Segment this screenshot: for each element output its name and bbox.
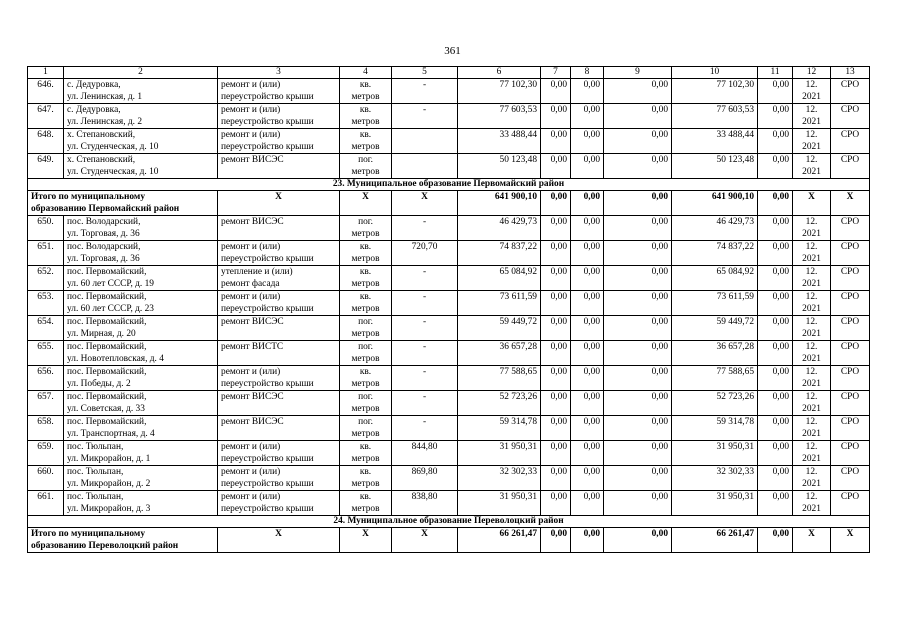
cost-c10-cell: 50 123,48	[672, 154, 758, 179]
cost-c10-cell: 32 302,33	[672, 466, 758, 491]
cost-c11-cell: 0,00	[758, 366, 793, 391]
address-cell: пос. Первомайский, ул. Советская, д. 33	[64, 391, 218, 416]
cost-c10-cell: 77 603,53	[672, 104, 758, 129]
cost-c8-cell: 0,00	[571, 491, 604, 516]
total-x-cell: Х	[392, 191, 458, 216]
method-cell: СРО	[831, 291, 870, 316]
work-type-cell: ремонт ВИСЭС	[218, 316, 340, 341]
address-cell: х. Степановский, ул. Студенческая, д. 10	[64, 154, 218, 179]
method-cell: СРО	[831, 129, 870, 154]
unit-cell: кв. метров	[340, 466, 392, 491]
total-cost-cell: 46 429,73	[458, 216, 541, 241]
total-cost-cell: 73 611,59	[458, 291, 541, 316]
volume-cell: -	[392, 291, 458, 316]
total-cost-cell: 36 657,28	[458, 341, 541, 366]
total-c11: 0,00	[758, 191, 793, 216]
table-row	[28, 466, 870, 491]
total-c9: 0,00	[604, 528, 672, 553]
unit-cell: пог. метров	[340, 416, 392, 441]
cost-c10-cell: 31 950,31	[672, 441, 758, 466]
column-number: 13	[831, 67, 870, 79]
row-number: 660.	[28, 466, 64, 491]
work-type-cell: ремонт ВИСЭС	[218, 416, 340, 441]
table-row	[28, 104, 870, 129]
volume-cell: -	[392, 216, 458, 241]
unit-cell: пог. метров	[340, 316, 392, 341]
unit-cell: кв. метров	[340, 129, 392, 154]
column-number: 10	[672, 67, 758, 79]
total-x-cell: Х	[392, 528, 458, 553]
cost-c7-cell: 0,00	[541, 416, 571, 441]
cost-c8-cell: 0,00	[571, 366, 604, 391]
row-number: 654.	[28, 316, 64, 341]
page-number: 361	[444, 45, 461, 57]
cost-c10-cell: 74 837,22	[672, 241, 758, 266]
address-cell: пос. Тюльпан, ул. Микрорайон, д. 1	[64, 441, 218, 466]
column-number: 3	[218, 67, 340, 79]
method-cell: СРО	[831, 466, 870, 491]
total-c7: 0,00	[541, 528, 571, 553]
method-cell: СРО	[831, 216, 870, 241]
cost-c7-cell: 0,00	[541, 154, 571, 179]
volume-cell: 869,80	[392, 466, 458, 491]
address-cell: пос. Первомайский, ул. Транспортная, д. 4	[64, 416, 218, 441]
table-row	[28, 291, 870, 316]
work-type-cell: ремонт и (или) переустройство крыши	[218, 129, 340, 154]
cost-c9-cell: 0,00	[604, 466, 672, 491]
deadline-cell: 12. 2021	[793, 216, 831, 241]
cost-c9-cell: 0,00	[604, 491, 672, 516]
row-number: 652.	[28, 266, 64, 291]
total-cost-cell: 31 950,31	[458, 441, 541, 466]
row-number: 651.	[28, 241, 64, 266]
municipality-total-row	[28, 528, 870, 553]
cost-c9-cell: 0,00	[604, 316, 672, 341]
total-x-cell: Х	[793, 191, 831, 216]
total-x-cell: Х	[218, 191, 340, 216]
deadline-cell: 12. 2021	[793, 129, 831, 154]
volume-cell: -	[392, 391, 458, 416]
cost-c11-cell: 0,00	[758, 491, 793, 516]
cost-c11-cell: 0,00	[758, 79, 793, 104]
unit-cell: кв. метров	[340, 241, 392, 266]
total-x-cell: Х	[793, 528, 831, 553]
total-c7: 0,00	[541, 191, 571, 216]
table-row	[28, 216, 870, 241]
cost-c8-cell: 0,00	[571, 291, 604, 316]
total-cost-cell: 32 302,33	[458, 466, 541, 491]
column-number: 2	[64, 67, 218, 79]
column-number: 4	[340, 67, 392, 79]
cost-c9-cell: 0,00	[604, 154, 672, 179]
total-x-cell: Х	[218, 528, 340, 553]
total-cost-cell: 77 588,65	[458, 366, 541, 391]
cost-c9-cell: 0,00	[604, 391, 672, 416]
cost-c11-cell: 0,00	[758, 291, 793, 316]
volume-cell: -	[392, 104, 458, 129]
table-row	[28, 79, 870, 104]
row-number: 659.	[28, 441, 64, 466]
volume-cell: 720,70	[392, 241, 458, 266]
cost-c8-cell: 0,00	[571, 216, 604, 241]
column-number: 11	[758, 67, 793, 79]
cost-c7-cell: 0,00	[541, 366, 571, 391]
volume-cell: -	[392, 316, 458, 341]
cost-c7-cell: 0,00	[541, 316, 571, 341]
cost-c8-cell: 0,00	[571, 341, 604, 366]
address-cell: с. Дедуровка, ул. Ленинская, д. 1	[64, 79, 218, 104]
unit-cell: кв. метров	[340, 266, 392, 291]
method-cell: СРО	[831, 341, 870, 366]
cost-c9-cell: 0,00	[604, 441, 672, 466]
total-x-cell: Х	[340, 528, 392, 553]
cost-c11-cell: 0,00	[758, 341, 793, 366]
cost-c10-cell: 46 429,73	[672, 216, 758, 241]
method-cell: СРО	[831, 391, 870, 416]
cost-c9-cell: 0,00	[604, 79, 672, 104]
column-number: 1	[28, 67, 64, 79]
total-cost-cell: 77 603,53	[458, 104, 541, 129]
unit-cell: кв. метров	[340, 79, 392, 104]
table-row	[28, 316, 870, 341]
total-c10: 66 261,47	[672, 528, 758, 553]
total-c10: 641 900,10	[672, 191, 758, 216]
total-cost: 66 261,47	[458, 528, 541, 553]
cost-c8-cell: 0,00	[571, 79, 604, 104]
table-row	[28, 366, 870, 391]
table-row	[28, 241, 870, 266]
table-row	[28, 441, 870, 466]
row-number: 648.	[28, 129, 64, 154]
cost-c9-cell: 0,00	[604, 341, 672, 366]
total-x-cell: Х	[831, 528, 870, 553]
cost-c10-cell: 31 950,31	[672, 491, 758, 516]
cost-c11-cell: 0,00	[758, 416, 793, 441]
address-cell: х. Степановский, ул. Студенческая, д. 10	[64, 129, 218, 154]
unit-cell: пог. метров	[340, 154, 392, 179]
total-cost-cell: 74 837,22	[458, 241, 541, 266]
total-cost-cell: 59 449,72	[458, 316, 541, 341]
cost-c9-cell: 0,00	[604, 366, 672, 391]
total-cost-cell: 65 084,92	[458, 266, 541, 291]
method-cell: СРО	[831, 79, 870, 104]
method-cell: СРО	[831, 316, 870, 341]
row-number: 655.	[28, 341, 64, 366]
section-heading-24	[28, 516, 870, 528]
cost-c11-cell: 0,00	[758, 266, 793, 291]
volume-cell: -	[392, 341, 458, 366]
cost-c7-cell: 0,00	[541, 241, 571, 266]
cost-c10-cell: 59 314,78	[672, 416, 758, 441]
column-number: 9	[604, 67, 672, 79]
table-row	[28, 416, 870, 441]
unit-cell: пог. метров	[340, 216, 392, 241]
deadline-cell: 12. 2021	[793, 79, 831, 104]
deadline-cell: 12. 2021	[793, 154, 831, 179]
cost-c10-cell: 36 657,28	[672, 341, 758, 366]
cost-c7-cell: 0,00	[541, 466, 571, 491]
work-type-cell: ремонт и (или) переустройство крыши	[218, 366, 340, 391]
cost-c9-cell: 0,00	[604, 216, 672, 241]
method-cell: СРО	[831, 441, 870, 466]
total-cost-cell: 50 123,48	[458, 154, 541, 179]
cost-c8-cell: 0,00	[571, 104, 604, 129]
work-type-cell: ремонт и (или) переустройство крыши	[218, 491, 340, 516]
cost-c10-cell: 65 084,92	[672, 266, 758, 291]
volume-cell: -	[392, 79, 458, 104]
cost-c8-cell: 0,00	[571, 391, 604, 416]
row-number: 661.	[28, 491, 64, 516]
cost-c10-cell: 73 611,59	[672, 291, 758, 316]
work-type-cell: ремонт ВИСТС	[218, 341, 340, 366]
cost-c8-cell: 0,00	[571, 441, 604, 466]
work-type-cell: ремонт и (или) переустройство крыши	[218, 466, 340, 491]
cost-c7-cell: 0,00	[541, 341, 571, 366]
table-row	[28, 391, 870, 416]
cost-c9-cell: 0,00	[604, 416, 672, 441]
cost-c9-cell: 0,00	[604, 129, 672, 154]
method-cell: СРО	[831, 416, 870, 441]
cost-c10-cell: 33 488,44	[672, 129, 758, 154]
volume-cell	[392, 154, 458, 179]
row-number: 649.	[28, 154, 64, 179]
cost-c8-cell: 0,00	[571, 316, 604, 341]
deadline-cell: 12. 2021	[793, 266, 831, 291]
cost-c11-cell: 0,00	[758, 154, 793, 179]
cost-c10-cell: 77 102,30	[672, 79, 758, 104]
deadline-cell: 12. 2021	[793, 466, 831, 491]
total-label: Итого по муниципальному образованию Первомайский район	[28, 191, 218, 216]
volume-cell: 838,80	[392, 491, 458, 516]
cost-c11-cell: 0,00	[758, 129, 793, 154]
method-cell: СРО	[831, 491, 870, 516]
cost-c7-cell: 0,00	[541, 266, 571, 291]
cost-c8-cell: 0,00	[571, 154, 604, 179]
total-label: Итого по муниципальному образованию Переволоцкий район	[28, 528, 218, 553]
total-c8: 0,00	[571, 191, 604, 216]
cost-c9-cell: 0,00	[604, 241, 672, 266]
method-cell: СРО	[831, 241, 870, 266]
total-c11: 0,00	[758, 528, 793, 553]
section-title: 23. Муниципальное образование Первомайский район	[28, 179, 870, 191]
row-number: 647.	[28, 104, 64, 129]
work-type-cell: ремонт ВИСЭС	[218, 391, 340, 416]
cost-c9-cell: 0,00	[604, 291, 672, 316]
table-row	[28, 266, 870, 291]
total-c9: 0,00	[604, 191, 672, 216]
cost-c7-cell: 0,00	[541, 291, 571, 316]
method-cell: СРО	[831, 104, 870, 129]
cost-c7-cell: 0,00	[541, 129, 571, 154]
cost-c11-cell: 0,00	[758, 316, 793, 341]
address-cell: пос. Тюльпан, ул. Микрорайон, д. 2	[64, 466, 218, 491]
row-number: 650.	[28, 216, 64, 241]
unit-cell: кв. метров	[340, 291, 392, 316]
work-type-cell: ремонт и (или) переустройство крыши	[218, 291, 340, 316]
deadline-cell: 12. 2021	[793, 491, 831, 516]
address-cell: пос. Первомайский, ул. Победы, д. 2	[64, 366, 218, 391]
row-number: 646.	[28, 79, 64, 104]
address-cell: пос. Володарский, ул. Торговая, д. 36	[64, 216, 218, 241]
cost-c7-cell: 0,00	[541, 216, 571, 241]
deadline-cell: 12. 2021	[793, 241, 831, 266]
column-number: 6	[458, 67, 541, 79]
total-cost-cell: 59 314,78	[458, 416, 541, 441]
column-number: 5	[392, 67, 458, 79]
cost-c7-cell: 0,00	[541, 391, 571, 416]
total-c8: 0,00	[571, 528, 604, 553]
cost-c10-cell: 52 723,26	[672, 391, 758, 416]
cost-c10-cell: 77 588,65	[672, 366, 758, 391]
cost-c11-cell: 0,00	[758, 466, 793, 491]
address-cell: пос. Первомайский, ул. 60 лет СССР, д. 23	[64, 291, 218, 316]
work-type-cell: ремонт и (или) переустройство крыши	[218, 441, 340, 466]
total-x-cell: Х	[340, 191, 392, 216]
cost-c7-cell: 0,00	[541, 104, 571, 129]
row-number: 656.	[28, 366, 64, 391]
cost-c7-cell: 0,00	[541, 441, 571, 466]
column-number-row	[28, 67, 870, 79]
cost-c10-cell: 59 449,72	[672, 316, 758, 341]
volume-cell: -	[392, 416, 458, 441]
unit-cell: кв. метров	[340, 491, 392, 516]
deadline-cell: 12. 2021	[793, 391, 831, 416]
cost-c11-cell: 0,00	[758, 104, 793, 129]
total-cost-cell: 77 102,30	[458, 79, 541, 104]
unit-cell: кв. метров	[340, 441, 392, 466]
cost-c7-cell: 0,00	[541, 79, 571, 104]
municipality-total-row	[28, 191, 870, 216]
section-title: 24. Муниципальное образование Переволоцкий район	[28, 516, 870, 528]
cost-c11-cell: 0,00	[758, 216, 793, 241]
table-row	[28, 491, 870, 516]
address-cell: с. Дедуровка, ул. Ленинская, д. 2	[64, 104, 218, 129]
row-number: 658.	[28, 416, 64, 441]
cost-c8-cell: 0,00	[571, 129, 604, 154]
table-row	[28, 341, 870, 366]
total-cost-cell: 52 723,26	[458, 391, 541, 416]
deadline-cell: 12. 2021	[793, 316, 831, 341]
method-cell: СРО	[831, 366, 870, 391]
volume-cell	[392, 129, 458, 154]
cost-c9-cell: 0,00	[604, 104, 672, 129]
volume-cell: -	[392, 366, 458, 391]
address-cell: пос. Володарский, ул. Торговая, д. 36	[64, 241, 218, 266]
volume-cell: -	[392, 266, 458, 291]
unit-cell: кв. метров	[340, 104, 392, 129]
cost-c11-cell: 0,00	[758, 241, 793, 266]
work-type-cell: ремонт и (или) переустройство крыши	[218, 79, 340, 104]
deadline-cell: 12. 2021	[793, 104, 831, 129]
work-type-cell: ремонт ВИСЭС	[218, 216, 340, 241]
method-cell: СРО	[831, 266, 870, 291]
column-number: 8	[571, 67, 604, 79]
section-heading-23	[28, 179, 870, 191]
deadline-cell: 12. 2021	[793, 341, 831, 366]
row-number: 653.	[28, 291, 64, 316]
deadline-cell: 12. 2021	[793, 416, 831, 441]
total-x-cell: Х	[831, 191, 870, 216]
table-row	[28, 129, 870, 154]
address-cell: пос. Тюльпан, ул. Микрорайон, д. 3	[64, 491, 218, 516]
unit-cell: пог. метров	[340, 391, 392, 416]
total-cost-cell: 33 488,44	[458, 129, 541, 154]
total-cost: 641 900,10	[458, 191, 541, 216]
table-body	[28, 67, 870, 553]
method-cell: СРО	[831, 154, 870, 179]
deadline-cell: 12. 2021	[793, 291, 831, 316]
cost-c8-cell: 0,00	[571, 241, 604, 266]
deadline-cell: 12. 2021	[793, 441, 831, 466]
cost-c11-cell: 0,00	[758, 391, 793, 416]
cost-c8-cell: 0,00	[571, 466, 604, 491]
row-number: 657.	[28, 391, 64, 416]
repair-program-table	[27, 66, 870, 553]
cost-c7-cell: 0,00	[541, 491, 571, 516]
address-cell: пос. Первомайский, ул. Новотепловская, д. 4	[64, 341, 218, 366]
address-cell: пос. Первомайский, ул. Мирная, д. 20	[64, 316, 218, 341]
cost-c9-cell: 0,00	[604, 266, 672, 291]
unit-cell: пог. метров	[340, 341, 392, 366]
work-type-cell: утепление и (или) ремонт фасада	[218, 266, 340, 291]
total-cost-cell: 31 950,31	[458, 491, 541, 516]
work-type-cell: ремонт и (или) переустройство крыши	[218, 241, 340, 266]
address-cell: пос. Первомайский, ул. 60 лет СССР, д. 19	[64, 266, 218, 291]
column-number: 12	[793, 67, 831, 79]
unit-cell: кв. метров	[340, 366, 392, 391]
cost-c8-cell: 0,00	[571, 266, 604, 291]
cost-c8-cell: 0,00	[571, 416, 604, 441]
work-type-cell: ремонт и (или) переустройство крыши	[218, 104, 340, 129]
column-number: 7	[541, 67, 571, 79]
deadline-cell: 12. 2021	[793, 366, 831, 391]
cost-c11-cell: 0,00	[758, 441, 793, 466]
work-type-cell: ремонт ВИСЭС	[218, 154, 340, 179]
table-row	[28, 154, 870, 179]
volume-cell: 844,80	[392, 441, 458, 466]
